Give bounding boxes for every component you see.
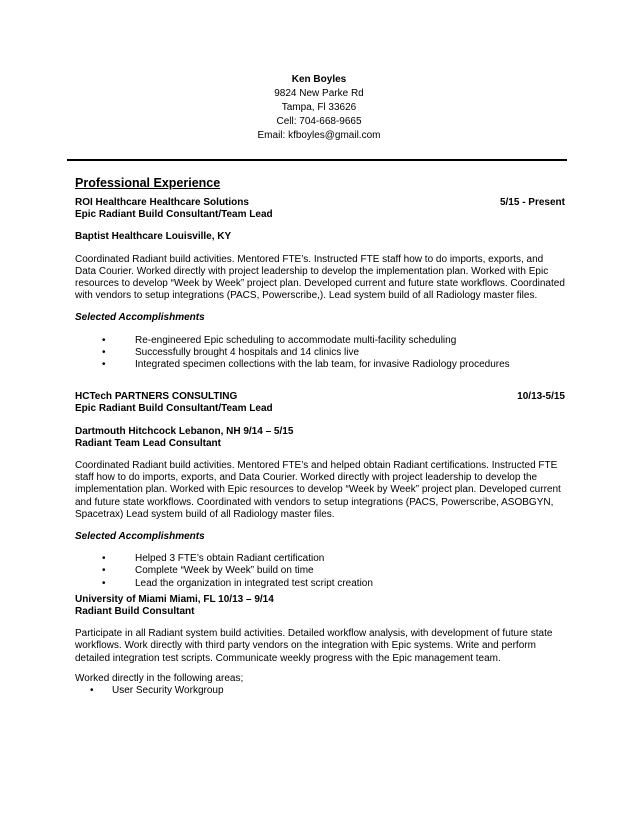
company-name: HCTech PARTNERS CONSULTING: [75, 391, 238, 403]
job-title: Epic Radiant Build Consultant/Team Lead: [75, 403, 273, 415]
job-dates: 5/15 - Present: [499, 197, 565, 208]
areas-list: [75, 685, 565, 697]
header-divider: [67, 159, 567, 161]
areas-label: Worked directly in the following areas;: [75, 672, 244, 684]
experience-body: [75, 197, 565, 697]
job-header: [75, 197, 565, 209]
accomplishments-label: Selected Accomplishments: [75, 531, 205, 543]
email-address: Email: kfboyles@gmail.com: [257, 130, 381, 141]
job-dates: 10/13-5/15: [517, 391, 565, 403]
job-description: Participate in all Radiant system build activities. Detailed workflow analysis, with development of future state workflows. Work directly with third party vendors on the integration with Epic systems. Write and perform detailed integration test scripts. Communicate weekly progress with the Epic management team.: [75, 628, 553, 664]
client-role: Radiant Team Lead Consultant: [75, 437, 221, 449]
street-address: 9824 New Parke Rd: [274, 88, 364, 99]
contact-header: [200, 73, 438, 143]
accomplishments-label: Selected Accomplishments: [75, 312, 205, 324]
job-header: [75, 391, 565, 403]
accomplishments-list: [75, 553, 565, 590]
city-state-zip: Tampa, Fl 33626: [281, 102, 357, 113]
client-name: Dartmouth Hitchcock Lebanon, NH 9/14 – 5/15: [75, 425, 294, 437]
cell-phone: Cell: 704-668-9665: [276, 116, 362, 127]
job-description: Coordinated Radiant build activities. Mentored FTE’s and helped obtain Radiant certifications. Instructed FTE staff how to do imports, exports, and Data Courier. Worked directly with project leadership to develop the implementation plan. Worked with Epic resources to develop “Week by Week” project plan. Developed current and future state workflows. Coordinated with vendors to setup integrations (PACS, Powerscribe, ASOBGYN, Spacetrax) Lead system build of all Radiology master files.: [75, 460, 561, 520]
list-item: • Successfully brought 4 hospitals and 14 clinics live: [135, 347, 565, 359]
list-item: • Re-engineered Epic scheduling to accommodate multi-facility scheduling: [135, 335, 565, 347]
list-item: • User Security Workgroup: [112, 685, 565, 697]
client-name: University of Miami Miami, FL 10/13 – 9/14: [75, 593, 274, 605]
list-item: • Lead the organization in integrated test script creation: [135, 578, 565, 590]
company-name: ROI Healthcare Healthcare Solutions: [75, 197, 249, 208]
client-name: Baptist Healthcare Louisville, KY: [75, 231, 232, 243]
section-title: Professional Experience: [75, 176, 221, 190]
job-title: Epic Radiant Build Consultant/Team Lead: [75, 209, 273, 221]
list-item: • Complete “Week by Week” build on time: [135, 565, 565, 577]
list-item: • Helped 3 FTE’s obtain Radiant certification: [135, 553, 565, 565]
list-item: • Integrated specimen collections with the lab team, for invasive Radiology procedures: [135, 359, 565, 371]
candidate-name: Ken Boyles: [291, 74, 347, 85]
job-description: Coordinated Radiant build activities. Mentored FTE’s. Instructed FTE staff how to do imports, exports, and Data Courier. Worked directly with project leadership to develop the implementation plan. Worked with Epic resources to develop “Week by Week” project plan. Developed current and future state workflows. Coordinated with vendors to setup integrations (PACS, Powerscribe,). Lead system build of all Radiology master files.: [75, 253, 565, 302]
client-role: Radiant Build Consultant: [75, 606, 195, 618]
accomplishments-list: [75, 335, 565, 372]
